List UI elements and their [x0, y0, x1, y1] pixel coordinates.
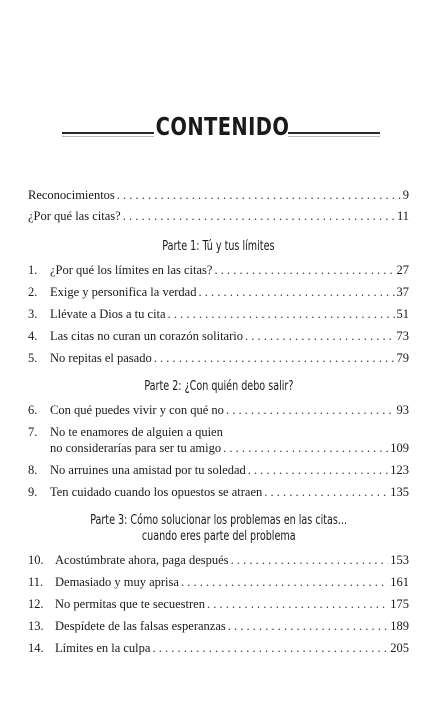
- part-heading-3: Parte 3: Cómo solucionar los problemas en las citas...: [90, 513, 347, 528]
- toc-entry-label-continued: no considerarías para ser tu amigo: [50, 441, 222, 455]
- chapter-number: 5.: [28, 351, 38, 365]
- toc-entry-page: 51: [396, 307, 409, 321]
- chapter-number: 10.: [28, 553, 44, 567]
- dot-leader: [123, 209, 395, 223]
- toc-entry-page: 153: [390, 553, 409, 567]
- toc-entry-page: 161: [390, 575, 409, 589]
- toc-entry-label: ¿Por qué las citas?: [28, 209, 121, 223]
- toc-entry-page: 37: [396, 285, 409, 299]
- toc-entry-page: 73: [396, 329, 409, 343]
- chapter-number: 11.: [28, 575, 44, 589]
- dot-leader: [223, 441, 388, 455]
- toc-entry-label: No arruines una amistad por tu soledad: [50, 463, 246, 477]
- dot-leader: [168, 307, 395, 321]
- page-title: CONTENIDO: [155, 112, 290, 141]
- toc-entry-chapter-11[interactable]: [28, 575, 409, 589]
- part-heading-1: Parte 1: Tú y tus límites: [162, 239, 275, 254]
- dot-leader: [117, 188, 401, 202]
- toc-entry-chapter-1[interactable]: [28, 263, 409, 277]
- toc-entry-page: 9: [402, 188, 409, 202]
- toc-entry-chapter-8[interactable]: [28, 463, 409, 477]
- chapter-number: 3.: [28, 307, 38, 321]
- dot-leader: [214, 263, 394, 277]
- toc-entry-chapter-10[interactable]: [28, 553, 409, 567]
- dot-leader: [264, 485, 388, 499]
- toc-entry-label: Despídete de las falsas esperanzas: [55, 619, 226, 633]
- chapter-number: 6.: [28, 403, 38, 417]
- dot-leader: [154, 351, 395, 365]
- toc-entry-label: Llévate a Dios a tu cita: [50, 307, 166, 321]
- toc-entry-label: No te enamores de alguien a quien: [50, 425, 223, 439]
- toc-entry-line-1: [28, 425, 409, 439]
- toc-entry-page: 27: [396, 263, 409, 277]
- part-heading-3-subtitle: cuando eres parte del problema: [141, 529, 296, 544]
- toc-entry-acknowledgments[interactable]: [28, 188, 409, 202]
- dot-leader: [198, 285, 394, 299]
- chapter-number: 14.: [28, 641, 44, 655]
- toc-entry-label: Reconocimientos: [28, 188, 115, 202]
- dot-leader: [152, 641, 388, 655]
- toc-entry-chapter-14[interactable]: [28, 641, 409, 655]
- toc-entry-chapter-7[interactable]: [28, 425, 409, 455]
- dot-leader: [226, 403, 395, 417]
- dot-leader: [245, 329, 395, 343]
- contents-heading: [0, 112, 445, 146]
- toc-entry-page: 11: [396, 209, 409, 223]
- toc-entry-chapter-3[interactable]: [28, 307, 409, 321]
- chapter-number: 8.: [28, 463, 38, 477]
- chapter-number: 13.: [28, 619, 44, 633]
- dot-leader: [248, 463, 388, 477]
- toc-entry-label: Límites en la culpa: [55, 641, 151, 655]
- chapter-number: 1.: [28, 263, 38, 277]
- chapter-number: 2.: [28, 285, 38, 299]
- toc-entry-chapter-2[interactable]: [28, 285, 409, 299]
- toc-entry-page: 189: [390, 619, 409, 633]
- chapter-number: 12.: [28, 597, 44, 611]
- dot-leader: [181, 575, 388, 589]
- toc-entry-page: 175: [390, 597, 409, 611]
- dot-leader: [207, 597, 388, 611]
- dot-leader: [231, 553, 389, 567]
- toc-entry-label: Demasiado y muy aprisa: [55, 575, 179, 589]
- toc-entry-line-2: [28, 441, 409, 455]
- toc-entry-chapter-9[interactable]: [28, 485, 409, 499]
- toc-entry-page: 109: [390, 441, 409, 455]
- dot-leader: [228, 619, 388, 633]
- toc-entry-chapter-5[interactable]: [28, 351, 409, 365]
- toc-entry-label: Ten cuidado cuando los opuestos se atraen: [50, 485, 263, 499]
- table-of-contents: [28, 188, 409, 655]
- toc-entry-page: 205: [390, 641, 409, 655]
- toc-entry-label: Con qué puedes vivir y con qué no: [50, 403, 224, 417]
- toc-entry-chapter-12[interactable]: [28, 597, 409, 611]
- chapter-number: 7.: [28, 425, 38, 439]
- chapter-number: 4.: [28, 329, 38, 343]
- toc-entry-label: Exige y personifica la verdad: [50, 285, 197, 299]
- toc-entry-page: 93: [396, 403, 409, 417]
- toc-entry-label: No repitas el pasado: [50, 351, 152, 365]
- part-heading-2: Parte 2: ¿Con quién debo salir?: [143, 379, 294, 394]
- toc-entry-label: ¿Por qué los límites en las citas?: [50, 263, 213, 277]
- toc-entry-chapter-13[interactable]: [28, 619, 409, 633]
- toc-entry-page: 135: [390, 485, 409, 499]
- toc-entry-label: Las citas no curan un corazón solitario: [50, 329, 243, 343]
- toc-entry-why-dating[interactable]: [28, 209, 409, 223]
- toc-entry-page: 123: [390, 463, 409, 477]
- toc-entry-chapter-4[interactable]: [28, 329, 409, 343]
- toc-entry-chapter-6[interactable]: [28, 403, 409, 417]
- chapter-number: 9.: [28, 485, 38, 499]
- toc-entry-page: 79: [396, 351, 409, 365]
- toc-entry-label: No permitas que te secuestren: [55, 597, 205, 611]
- toc-entry-label: Acostúmbrate ahora, paga después: [55, 553, 229, 567]
